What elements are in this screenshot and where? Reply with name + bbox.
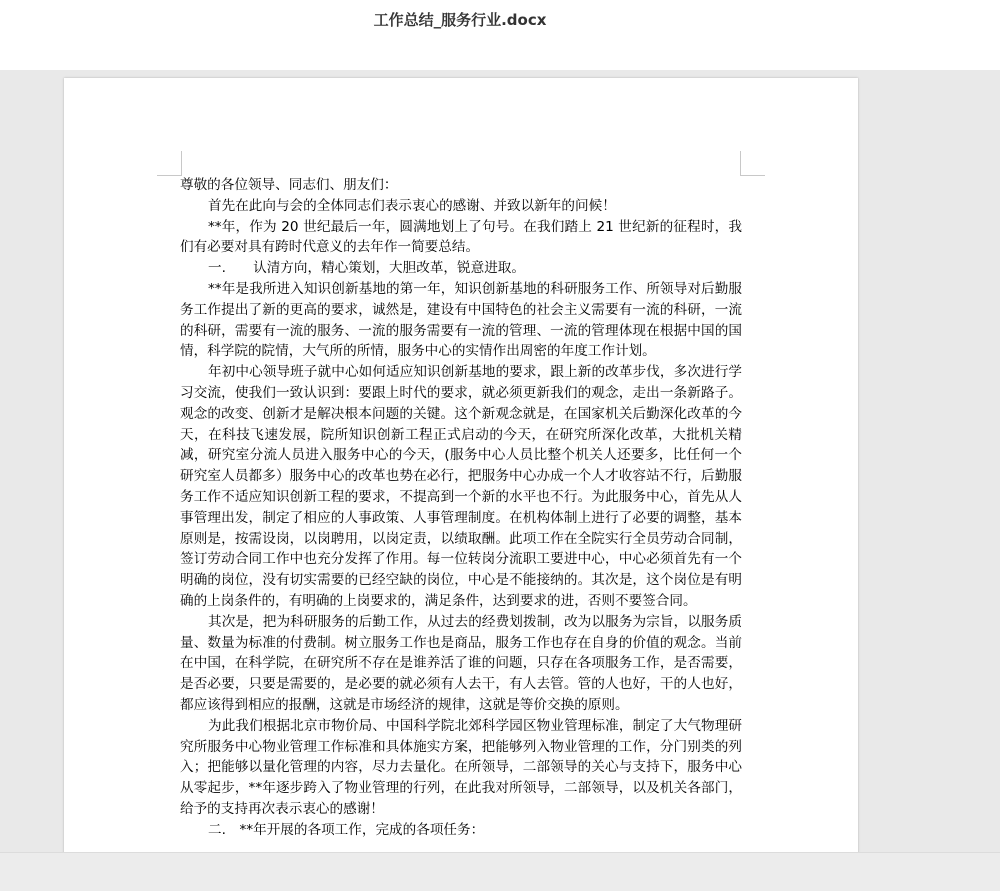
document-workspace[interactable] — [0, 70, 1000, 890]
margin-corner-top-right — [740, 151, 765, 176]
title-bar — [0, 0, 1000, 70]
paragraph-3: 一. 认清方向，精心策划，大胆改革，锐意进取。 — [208, 260, 525, 277]
paragraph-0: 尊敬的各位领导、同志们、朋友们： — [180, 177, 398, 193]
paragraph-8: 二. **年开展的各项工作，完成的各项任务： — [208, 821, 485, 838]
status-bar — [0, 852, 1000, 891]
document-page[interactable] — [64, 78, 858, 890]
paragraph-6: 其次是，把为科研服务的后勤工作，从过去的经费划拨制，改为以服务为宗旨，以服务质量、数量为标准的付费制。树立服务工作也是商品，服务工作也存在自身的价值的观念。当前在中国，在科学院，在研究所不存在是谁养活了谁的问题，只存在各项服务工作，是否需要，是否必要，只要是需要的，是必要的就必须有人去干，有人去管。管的人也好，干的人也好，都应该得到相应的报酬，这就是市场经济的规律，这就是等价交换的原则。 — [180, 613, 742, 713]
paragraph-2: **年，作为 20 世纪最后一年，圆满地划上了句号。在我们踏上 21 世纪新的征程时，我们有必要对具有跨时代意义的去年作一简要总结。 — [180, 218, 742, 256]
document-title: 工作总结_服务行业.docx — [373, 11, 547, 29]
paragraph-4: **年是我所进入知识创新基地的第一年，知识创新基地的科研服务工作、所领导对后勤服务工作提出了新的更高的要求，诚然是，建设有中国特色的社会主义需要有一流的科研，一流的科研，需要有一流的服务、一流的服务需要有一流的管理、一流的管理体现在根据中国的国情，科学院的院情，大气所的所情，服务中心的实情作出周密的年度工作计划。 — [180, 280, 742, 360]
paragraph-1: 首先在此向与会的全体同志们表示衷心的感谢、并致以新年的问候！ — [208, 197, 616, 214]
document-body[interactable] — [180, 175, 742, 841]
paragraph-5: 年初中心领导班子就中心如何适应知识创新基地的要求，跟上新的改革步伐，多次进行学习交流，使我们一致认识到：要跟上时代的要求，就必须更新我们的观念，走出一条新路子。观念的改变、创新才是解决根本问题的关键。这个新观念就是，在国家机关后勤深化改革的今天，在科技飞速发展，院所知识创新工程正式启动的今天，在研究所深化改革，大批机关精减，研究室分流人员进入服务中心的今天，(服务中心人员比整个机关人还要多，比任何一个研究室人员都多）服务中心的改革也势在必行，把服务中心办成一个人才收容站不行，后勤服务工作不适应知识创新工程的要求，不提高到一个新的水平也不行。为此服务中心，首先从人事管理出发，制定了相应的人事政策、人事管理制度。在机构体制上进行了必要的调整，基本原则是，按需设岗，以岗聘用，以岗定责，以绩取酬。此项工作在全院实行全员劳动合同制，签订劳动合同工作中也充分发挥了作用。每一位转岗分流职工要进中心，中心必须首先有一个明确的岗位，没有切实需要的已经空缺的岗位，中心是不能接纳的。其次是，这个岗位是有明确的上岗条件的，有明确的上岗要求的，满足条件，达到要求的进，否则不要签合同。 — [180, 364, 742, 609]
paragraph-7: 为此我们根据北京市物价局、中国科学院北郊科学园区物业管理标准，制定了大气物理研究所服务中心物业管理工作标准和具体施实方案，把能够列入物业管理的工作，分门别类的列入；把能够以量化管理的内容，尽力去量化。在所领导，二部领导的关心与支持下，服务中心从零起步，**年逐步跨入了物业管理的行列，在此我对所领导，二部领导，以及机关各部门，给予的支持再次表示衷心的感谢！ — [180, 717, 742, 817]
margin-corner-top-left — [157, 151, 182, 176]
